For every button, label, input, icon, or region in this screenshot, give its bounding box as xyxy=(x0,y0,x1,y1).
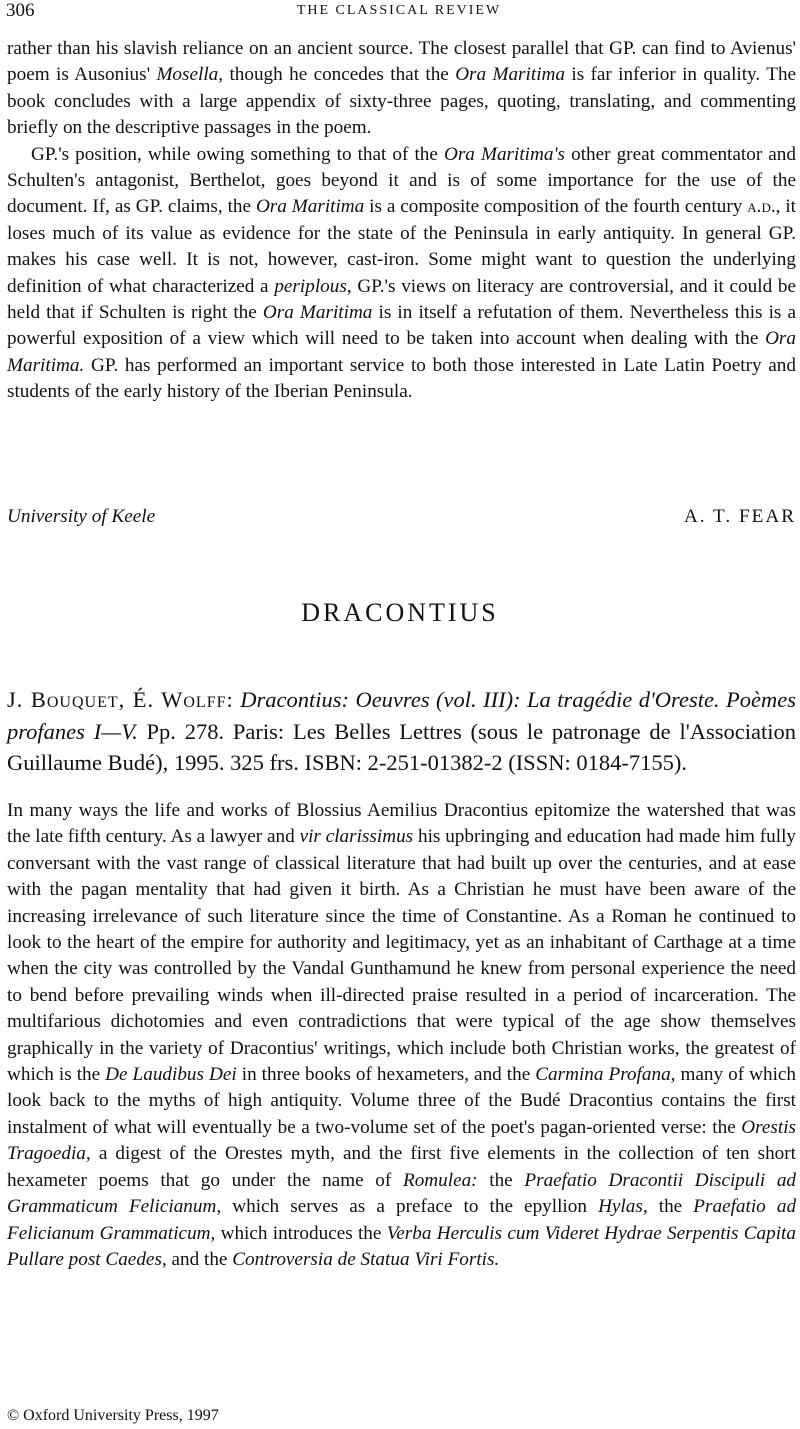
reviewer-signature xyxy=(7,504,796,530)
running-head: THE CLASSICAL REVIEW xyxy=(296,3,502,18)
book-details: Pp. 278. Paris: Les Belles Lettres (sous le patronage de l'Association Guillaume Budé), 1995. 325 frs. ISBN: 2-251-01382-2 (ISSN: 0184-7155). xyxy=(7,718,797,775)
page-header xyxy=(6,0,792,26)
review-two-body xyxy=(7,798,796,1273)
book-citation xyxy=(7,684,796,779)
copyright-footer: © Oxford University Press, 1997 xyxy=(7,1407,219,1424)
review-one-body xyxy=(7,36,796,406)
review-two-paragraph-1: In many ways the life and works of Blossius Aemilius Dracontius epitomize the watershed that was the late fifth century. As a lawyer and vir clarissimus his upbringing and education had made him fully conversant with the vast range of classical literature that had built up over the centuries, and at ease with the pagan mentality that had given it birth. As a Christian he must have been aware of the increasing irrelevance of such literature since the time of Constantine. As a Roman he continued to look to the heart of the empire for authority and legitimacy, yet as an inhabitant of Carthage at a time when the city was controlled by the Vandal Gunthamund he knew from personal experience the need to bend before prevailing winds when ill-directed praise resulted in a period of incarceration. The multifarious dichotomies and even contradictions that were typical of the age show themselves graphically in the variety of Dracontius' writings, which include both Christian works, the greatest of which is the De Laudibus Dei in three books of hexameters, and the Carmina Profana, many of which look back to the myths of high antiquity. Volume three of the Budé Dracontius contains the first instalment of what will eventually be a two-volume set of the poet's pagan-oriented verse: the Orestis Tragoedia, a digest of the Orestes myth, and the first five elements in the collection of ten short hexameter poems that go under the name of Romulea: the Praefatio Dracontii Discipuli ad Grammaticum Felicianum, which serves as a preface to the epyllion Hylas, the Praefatio ad Felicianum Grammaticum, which introduces the Verba Herculis cum Videret Hydrae Serpentis Capita Pullare post Caedes, and the Controversia de Statua Viri Fortis. xyxy=(7,800,797,1270)
page-number: 306 xyxy=(6,0,35,21)
reviewer-affiliation: University of Keele xyxy=(7,506,156,527)
review-one-paragraph-2: GP.'s position, while owing something to that of the Ora Maritima's other great commentator and Schulten's antagonist, Berthelot, goes beyond it and is of some importance for the use of the document. If, as GP. claims, the Ora Maritima is a composite composition of the fourth century a.d., it loses much of its value as evidence for the state of the Peninsula in early antiquity. In general GP. makes his case well. It is not, however, cast-iron. Some might want to question the underlying definition of what characterized a periplous, GP.'s views on literacy are controversial, and it could be held that if Schulten is right the Ora Maritima is in itself a refutation of them. Nevertheless this is a powerful exposition of a view which will need to be taken into account when dealing with the Ora Maritima. GP. has performed an important service to both those interested in Late Latin Poetry and students of the early history of the Iberian Peninsula. xyxy=(7,143,797,403)
book-authors: J. Bouquet, É. Wolff: xyxy=(7,687,234,712)
review-one-paragraph-1: rather than his slavish reliance on an ancient source. The closest parallel that GP. can find to Avienus' poem is Ausonius' Mosella, though he concedes that the Ora Maritima is far inferior in quality. The book concludes with a large appendix of sixty-three pages, quoting, translating, and commenting briefly on the descriptive passages in the poem. xyxy=(7,38,797,139)
book-title: Dracontius: Oeuvres (vol. III): La tragédie d'Oreste. Poèmes profanes I—V. xyxy=(7,687,796,744)
reviewer-name: A. T. FEAR xyxy=(683,506,796,527)
section-title: DRACONTIUS xyxy=(301,598,499,627)
